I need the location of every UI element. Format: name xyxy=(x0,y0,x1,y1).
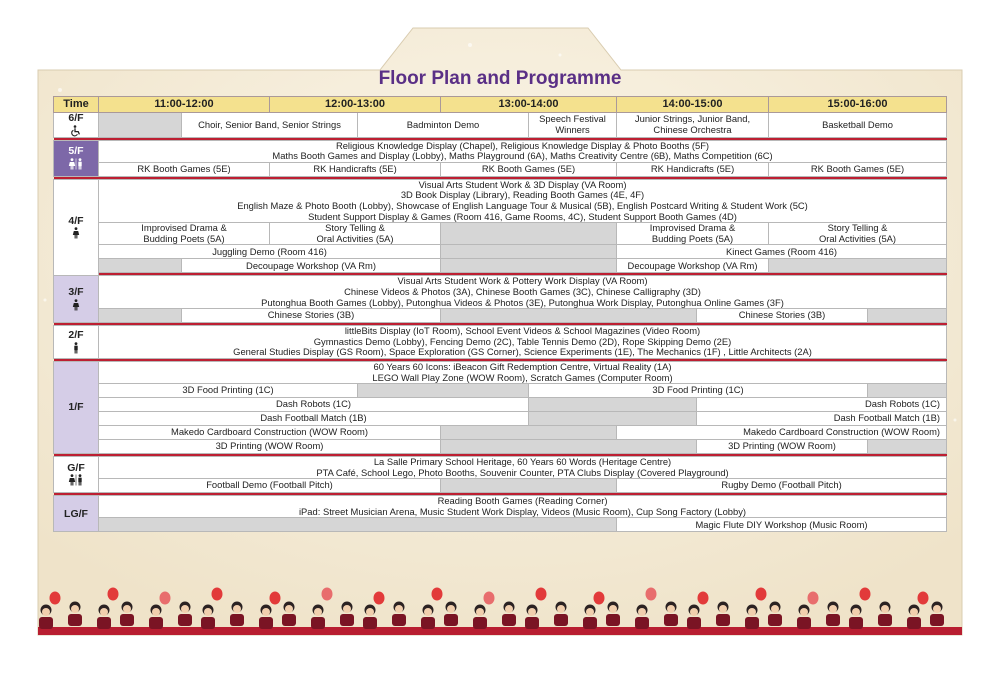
student-face xyxy=(314,608,322,616)
food-printing-cell: 3D Food Printing (1C) xyxy=(529,384,868,398)
student-face xyxy=(748,608,756,616)
rugby-demo-cell: Rugby Demo (Football Pitch) xyxy=(617,479,947,493)
floor-label-5f xyxy=(54,140,99,176)
line: Budding Poets (5A) xyxy=(651,232,734,244)
drama-cell xyxy=(99,223,270,245)
empty-cell xyxy=(769,259,947,273)
student-blazer xyxy=(201,617,215,629)
floor-1f-subrow xyxy=(54,426,947,440)
student-blazer xyxy=(768,614,782,626)
balloon xyxy=(536,588,547,601)
balloon xyxy=(646,588,657,601)
line: iPad: Street Musician Arena, Music Student Work Display, Videos (Music Room), Cup Song Factory (Lobby) xyxy=(298,505,747,517)
speech-cell xyxy=(529,113,617,138)
floor-4f-subrow xyxy=(54,245,947,259)
programme-table xyxy=(53,96,947,532)
balloon xyxy=(270,592,281,605)
floor-5f-subrow xyxy=(54,162,947,176)
strings-line-2: Chinese Orchestra xyxy=(653,123,732,135)
student-face xyxy=(100,608,108,616)
empty-cell xyxy=(868,309,947,323)
student-face xyxy=(71,605,79,613)
floor-2f-row xyxy=(54,326,947,359)
programme-cell xyxy=(99,140,947,162)
student-face xyxy=(719,605,727,613)
floor-1f-row xyxy=(54,361,947,383)
floor-label-6f xyxy=(54,113,99,138)
floor-label-3f xyxy=(54,276,99,323)
empty-cell xyxy=(441,223,617,245)
student-blazer xyxy=(687,617,701,629)
male-toilet-icon xyxy=(71,342,81,354)
magic-flute-cell: Magic Flute DIY Workshop (Music Room) xyxy=(617,518,947,532)
programme-cell xyxy=(99,179,947,222)
empty-cell xyxy=(441,479,617,493)
floor-label-text: 5/F xyxy=(68,145,84,158)
student-face xyxy=(424,608,432,616)
student-face xyxy=(586,608,594,616)
balloon xyxy=(808,592,819,605)
empty-cell xyxy=(868,440,947,454)
empty-cell xyxy=(441,259,617,273)
time-slot-4: 14:00-15:00 xyxy=(617,97,769,113)
line: Student Support Display & Games (Room 416, Game Rooms, 4C), Student Support Booth Games (4D) xyxy=(308,210,737,222)
floor-1f-subrow xyxy=(54,398,947,412)
balloon xyxy=(212,588,223,601)
balloon xyxy=(50,592,61,605)
student-blazer xyxy=(259,617,273,629)
time-slot-5: 15:00-16:00 xyxy=(769,97,947,113)
line: Improvised Drama & xyxy=(141,222,227,234)
male-female-toilet-icon xyxy=(67,158,85,170)
time-slot-1: 11:00-12:00 xyxy=(99,97,270,113)
student-blazer xyxy=(849,617,863,629)
line: Putonghua Booth Games (Lobby), Putonghua Videos & Photos (3E), Putonghua Work Display, Putonghua Online Games (3F) xyxy=(261,296,784,308)
student-blazer xyxy=(340,614,354,626)
student-blazer xyxy=(421,617,435,629)
male-female-toilet-icon xyxy=(67,474,85,486)
student-face xyxy=(881,605,889,613)
empty-cell xyxy=(529,398,697,412)
makedo-cell: Makedo Cardboard Construction (WOW Room) xyxy=(99,426,441,440)
student-face xyxy=(476,608,484,616)
line: 60 Years 60 Icons: iBeacon Gift Redemption Centre, Virtual Reality (1A) xyxy=(373,361,672,372)
line: La Salle Primary School Heritage, 60 Years 60 Words (Heritage Centre) xyxy=(373,456,672,468)
balloon xyxy=(594,592,605,605)
student-face xyxy=(285,605,293,613)
student-face xyxy=(366,608,374,616)
student-blazer xyxy=(554,614,568,626)
student-blazer xyxy=(907,617,921,629)
balloon xyxy=(918,592,929,605)
student-face xyxy=(42,608,50,616)
student-face xyxy=(933,605,941,613)
student-face xyxy=(233,605,241,613)
floor-4f-subrow xyxy=(54,223,947,245)
student-blazer xyxy=(230,614,244,626)
balloon xyxy=(484,592,495,605)
student-blazer xyxy=(68,614,82,626)
empty-cell xyxy=(99,309,182,323)
line: Reading Booth Games (Reading Corner) xyxy=(437,495,608,507)
student-blazer xyxy=(282,614,296,626)
student-face xyxy=(181,605,189,613)
floor-5f-row xyxy=(54,140,947,162)
floor-label-text: 3/F xyxy=(68,286,84,299)
rk-booth-cell: RK Booth Games (5E) xyxy=(99,162,270,176)
student-face xyxy=(343,605,351,613)
student-blazer xyxy=(635,617,649,629)
decoupage-cell: Decoupage Workshop (VA Rm) xyxy=(182,259,441,273)
empty-cell xyxy=(99,259,182,273)
student-face xyxy=(690,608,698,616)
student-blazer xyxy=(502,614,516,626)
student-face xyxy=(910,608,918,616)
student-face xyxy=(852,608,860,616)
student-face xyxy=(505,605,513,613)
balloon xyxy=(432,588,443,601)
basketball-cell: Basketball Demo xyxy=(769,113,947,138)
floor-label-text: 4/F xyxy=(68,214,84,227)
floor-label-text: 2/F xyxy=(68,329,84,342)
speech-line-1: Speech Festival xyxy=(539,113,606,125)
student-blazer xyxy=(745,617,759,629)
floor-1f-subrow xyxy=(54,412,947,426)
student-blazer xyxy=(525,617,539,629)
strings-cell xyxy=(617,113,769,138)
floor-label-text: 1/F xyxy=(68,401,84,414)
football-demo-cell: Football Demo (Football Pitch) xyxy=(99,479,441,493)
student-blazer xyxy=(363,617,377,629)
floor-label-2f xyxy=(54,326,99,359)
dash-football-cell: Dash Football Match (1B) xyxy=(99,412,529,426)
balloon xyxy=(108,588,119,601)
empty-cell xyxy=(868,384,947,398)
3d-printing-cell: 3D Printing (WOW Room) xyxy=(99,440,441,454)
student-blazer xyxy=(606,614,620,626)
empty-cell xyxy=(441,309,697,323)
rk-booth-cell: RK Booth Games (5E) xyxy=(769,162,947,176)
student-blazer xyxy=(392,614,406,626)
student-face xyxy=(771,605,779,613)
floor-lgf-subrow xyxy=(54,518,947,532)
empty-cell xyxy=(99,113,182,138)
choir-cell: Choir, Senior Band, Senior Strings xyxy=(182,113,358,138)
line: Oral Activities (5A) xyxy=(818,232,897,244)
floor-label-text: 6/F xyxy=(68,112,84,124)
floor-1f-subrow xyxy=(54,440,947,454)
balloon xyxy=(756,588,767,601)
time-slot-2: 12:00-13:00 xyxy=(270,97,441,113)
student-face xyxy=(262,608,270,616)
student-blazer xyxy=(39,617,53,629)
balloon xyxy=(322,588,333,601)
dash-robots-cell: Dash Robots (1C) xyxy=(697,398,947,412)
dash-robots-cell: Dash Robots (1C) xyxy=(99,398,529,412)
wheelchair-icon xyxy=(70,125,82,137)
line: English Maze & Photo Booth (Lobby), Showcase of English Language Tour & Musical (5B), English Postcard Writing & Student Work (5C) xyxy=(237,199,808,211)
bottom-red-strip xyxy=(38,627,962,635)
student-blazer xyxy=(930,614,944,626)
student-blazer xyxy=(178,614,192,626)
balloon xyxy=(698,592,709,605)
line: Budding Poets (5A) xyxy=(143,232,225,244)
speech-line-2: Winners xyxy=(555,123,590,135)
empty-cell xyxy=(99,518,617,532)
line: littleBits Display (IoT Room), School Event Videos & School Magazines (Video Room) xyxy=(344,325,701,337)
student-blazer xyxy=(797,617,811,629)
3d-printing-cell: 3D Printing (WOW Room) xyxy=(697,440,868,454)
strings-line-1: Junior Strings, Junior Band, xyxy=(634,113,751,125)
student-face xyxy=(123,605,131,613)
chinese-stories-cell: Chinese Stories (3B) xyxy=(697,309,868,323)
line: General Studies Display (GS Room), Space Exploration (GS Corner), Science Experiments (1E), The Mechanics (1F) , Little Architects (2A) xyxy=(233,346,812,358)
student-blazer xyxy=(664,614,678,626)
programme-cell xyxy=(99,361,947,383)
story-cell xyxy=(270,223,441,245)
time-header: Time xyxy=(54,97,99,113)
badminton-cell: Badminton Demo xyxy=(358,113,529,138)
programme-cell xyxy=(99,496,947,518)
student-face xyxy=(557,605,565,613)
floor-label-text: G/F xyxy=(67,461,85,474)
student-face xyxy=(609,605,617,613)
student-face xyxy=(395,605,403,613)
time-slot-3: 13:00-14:00 xyxy=(441,97,617,113)
rk-handicrafts-cell: RK Handicrafts (5E) xyxy=(617,162,769,176)
drama-cell xyxy=(617,223,769,245)
empty-cell xyxy=(441,440,697,454)
makedo-cell: Makedo Cardboard Construction (WOW Room) xyxy=(617,426,947,440)
programme-cell xyxy=(99,457,947,479)
student-face xyxy=(638,608,646,616)
header-row xyxy=(54,97,947,113)
student-blazer xyxy=(311,617,325,629)
student-blazer xyxy=(826,614,840,626)
floor-label-1f xyxy=(54,361,99,453)
line: Religious Knowledge Display (Chapel), Religious Knowledge Display & Photo Booths (5F) xyxy=(335,140,710,151)
student-blazer xyxy=(444,614,458,626)
floor-3f-row xyxy=(54,276,947,309)
student-blazer xyxy=(583,617,597,629)
student-face xyxy=(528,608,536,616)
student-blazer xyxy=(473,617,487,629)
line: Chinese Videos & Photos (3A), Chinese Booth Games (3C), Chinese Calligraphy (3D) xyxy=(344,285,701,297)
line: Story Telling & xyxy=(827,222,888,234)
balloon xyxy=(160,592,171,605)
student-blazer xyxy=(878,614,892,626)
empty-cell xyxy=(529,412,697,426)
floor-4f-row xyxy=(54,179,947,222)
line: Maths Booth Games and Display (Lobby), Maths Playground (6A), Maths Creativity Centre (6B), Maths Competition (6C) xyxy=(272,150,773,162)
floor-label-4f xyxy=(54,179,99,276)
student-blazer xyxy=(716,614,730,626)
dash-football-cell: Dash Football Match (1B) xyxy=(697,412,947,426)
floor-label-lgf xyxy=(54,496,99,532)
programme-cell xyxy=(99,326,947,359)
empty-cell xyxy=(441,426,617,440)
floor-lgf-row xyxy=(54,496,947,518)
female-toilet-icon xyxy=(71,299,81,311)
student-face xyxy=(152,608,160,616)
floor-gf-subrow xyxy=(54,479,947,493)
line: Story Telling & xyxy=(325,222,385,234)
balloon xyxy=(374,592,385,605)
student-face xyxy=(829,605,837,613)
chinese-stories-cell: Chinese Stories (3B) xyxy=(182,309,441,323)
line: PTA Café, School Lego, Photo Booths, Souvenir Counter, PTA Clubs Display (Covered Playground) xyxy=(316,466,729,478)
student-blazer xyxy=(149,617,163,629)
story-cell xyxy=(769,223,947,245)
juggling-cell: Juggling Demo (Room 416) xyxy=(99,245,441,259)
page-title: Floor Plan and Programme xyxy=(378,68,622,89)
food-printing-cell: 3D Food Printing (1C) xyxy=(99,384,358,398)
student-blazer xyxy=(97,617,111,629)
balloon xyxy=(860,588,871,601)
kinect-cell: Kinect Games (Room 416) xyxy=(617,245,947,259)
line: LEGO Wall Play Zone (WOW Room), Scratch Games (Computer Room) xyxy=(372,371,673,383)
floor-6f-row xyxy=(54,113,947,138)
student-face xyxy=(447,605,455,613)
floor-label-text: LG/F xyxy=(64,507,88,520)
line: 3D Book Display (Library), Reading Booth Games (4E, 4F) xyxy=(400,189,645,201)
floor-gf-row xyxy=(54,457,947,479)
floor-label-gf xyxy=(54,457,99,493)
student-blazer xyxy=(120,614,134,626)
empty-cell xyxy=(358,384,529,398)
empty-cell xyxy=(441,245,617,259)
line: Oral Activities (5A) xyxy=(316,232,394,244)
student-face xyxy=(204,608,212,616)
line: Visual Arts Student Work & 3D Display (VA Room) xyxy=(418,179,627,190)
programme-cell xyxy=(99,276,947,309)
female-toilet-icon xyxy=(71,227,81,239)
line: Improvised Drama & xyxy=(649,222,736,234)
student-face xyxy=(800,608,808,616)
student-face xyxy=(667,605,675,613)
floor-3f-subrow xyxy=(54,309,947,323)
floor-1f-subrow xyxy=(54,384,947,398)
rk-handicrafts-cell: RK Handicrafts (5E) xyxy=(270,162,441,176)
line: Gymnastics Demo (Lobby), Fencing Demo (2C), Table Tennis Demo (2D), Rope Skipping Demo (2E) xyxy=(313,335,732,347)
line: Visual Arts Student Work & Pottery Work Display (VA Room) xyxy=(397,275,648,287)
decoupage-cell: Decoupage Workshop (VA Rm) xyxy=(617,259,769,273)
floor-4f-subrow xyxy=(54,259,947,273)
rk-booth-cell: RK Booth Games (5E) xyxy=(441,162,617,176)
